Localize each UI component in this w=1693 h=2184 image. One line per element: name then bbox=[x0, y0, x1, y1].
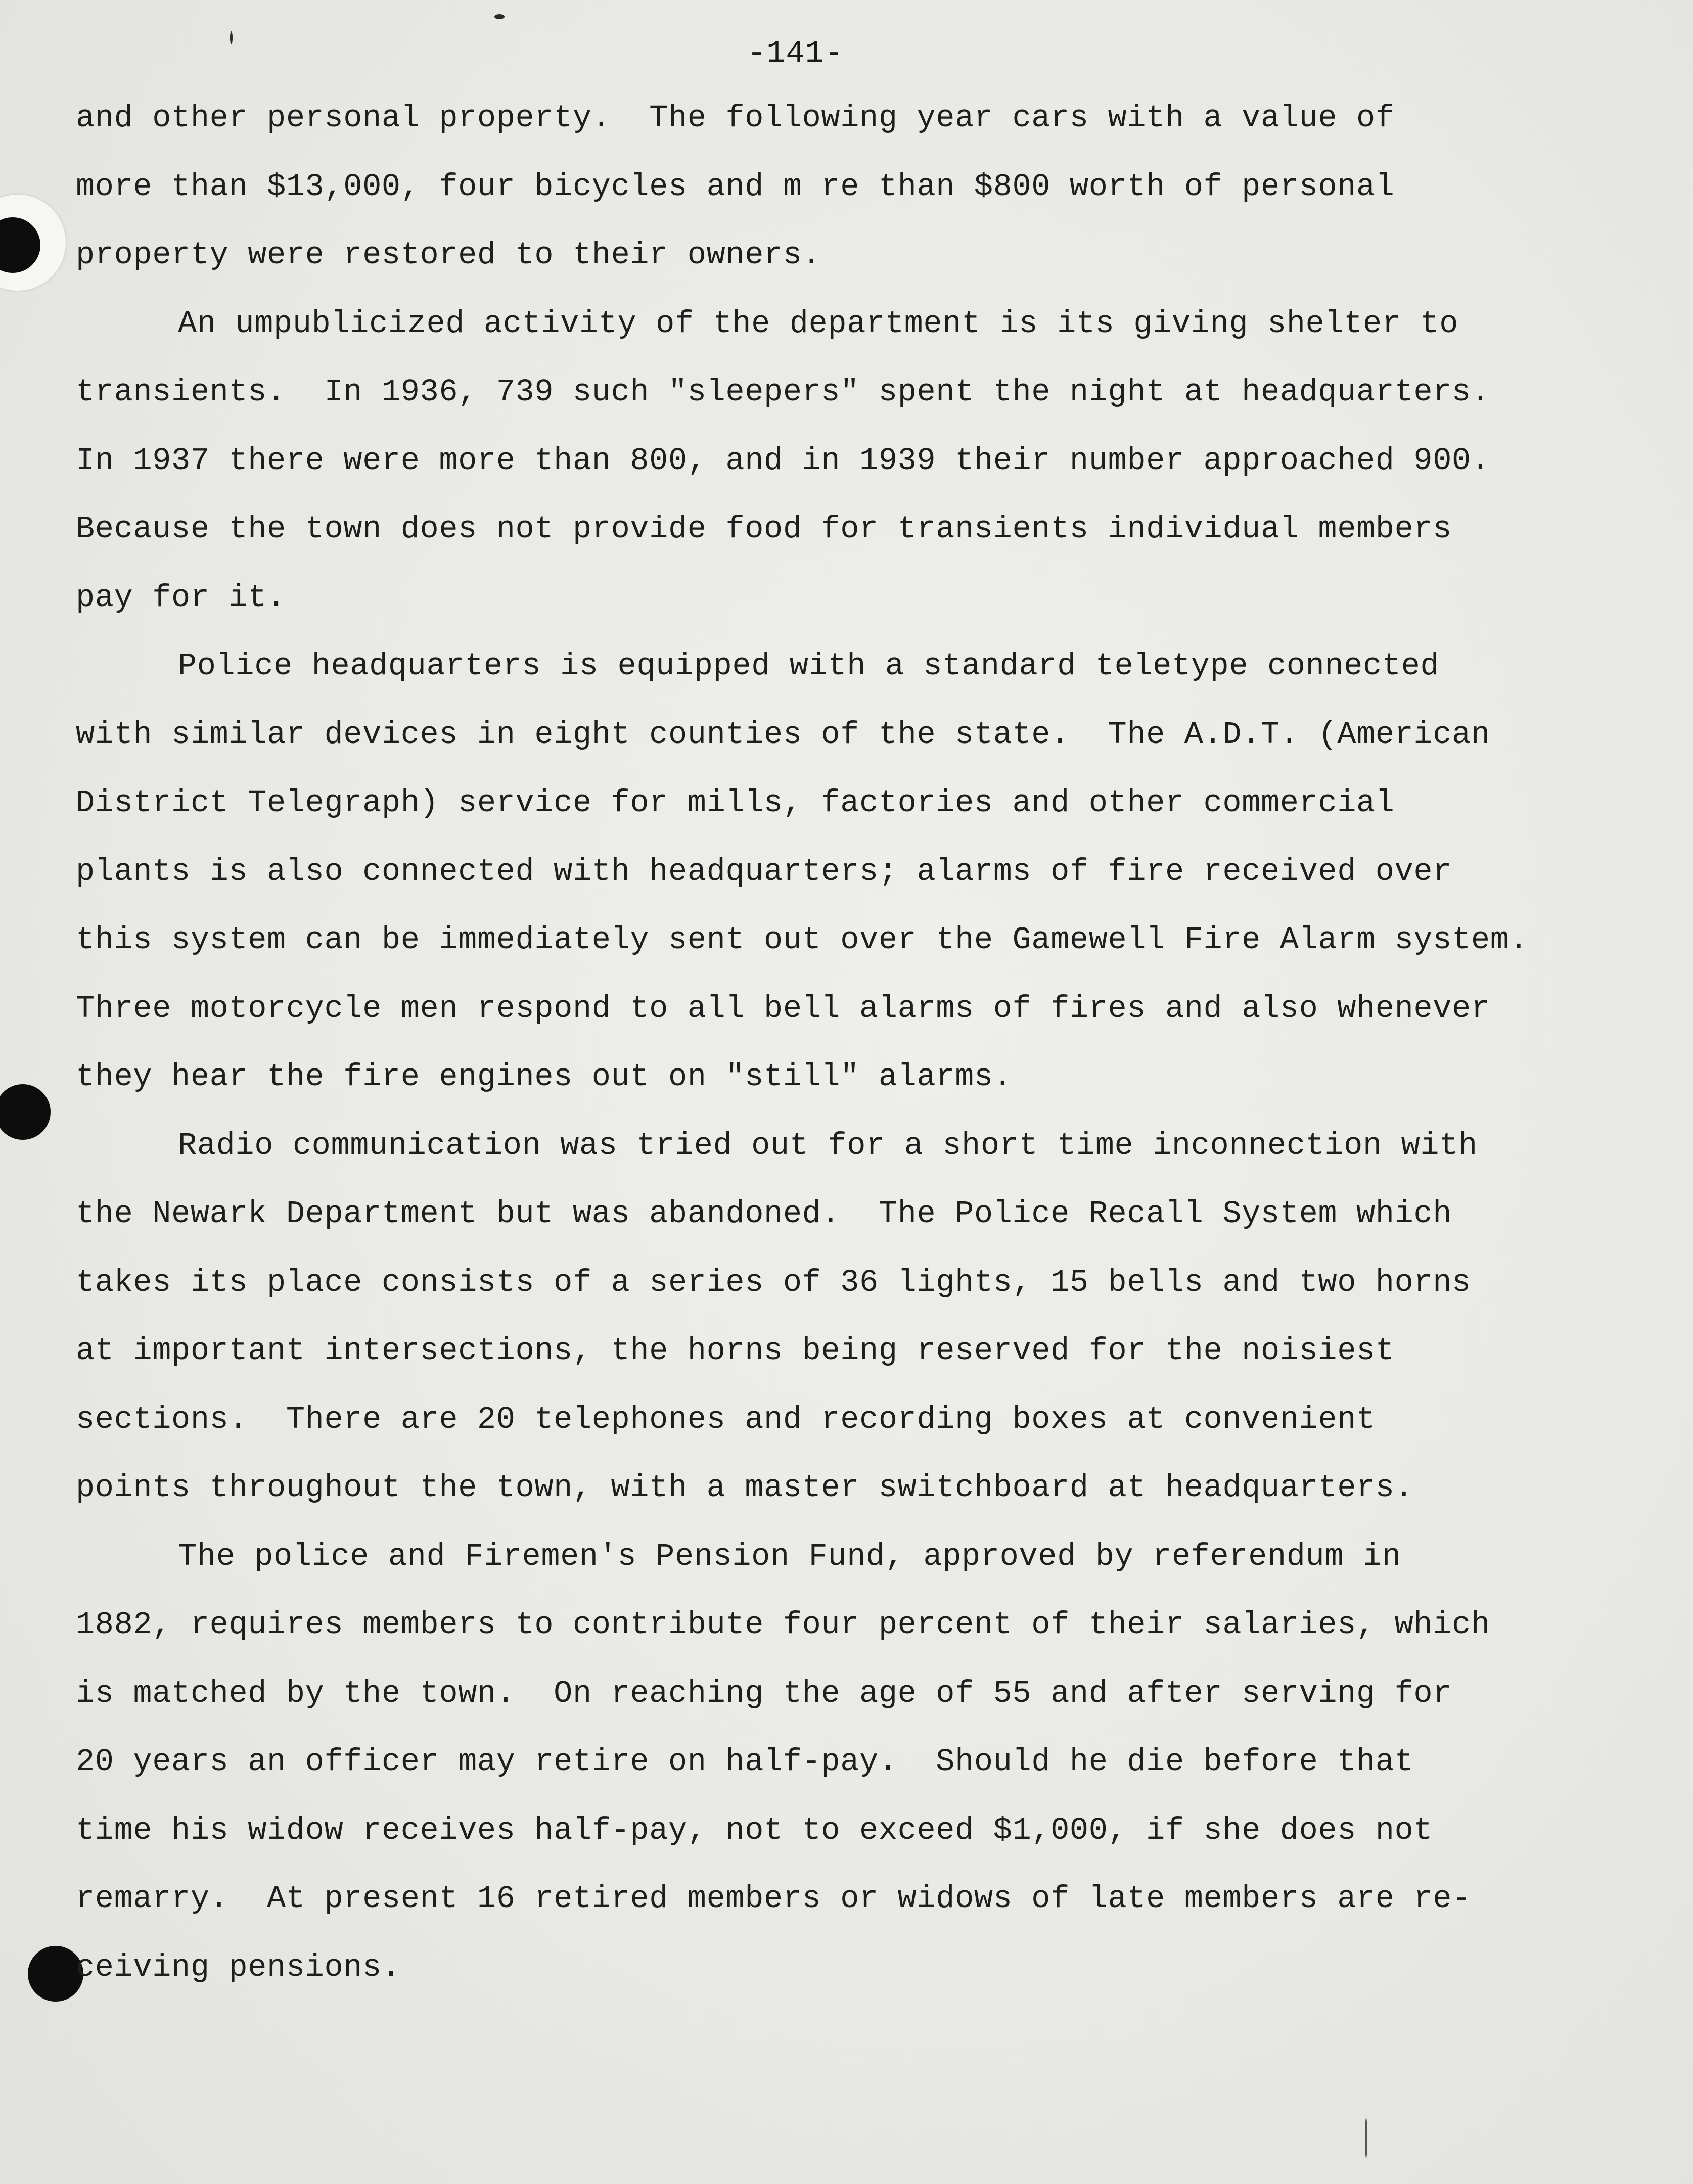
ink-speck bbox=[494, 14, 505, 19]
paragraph-start-line: An umpublicized activity of the department is its giving shelter to bbox=[178, 305, 1459, 342]
text-line: points throughout the town, with a master switchboard at headquarters. bbox=[76, 1470, 1414, 1506]
text-line: at important intersections, the horns being reserved for the noisiest bbox=[76, 1333, 1395, 1369]
paragraph-start-line: Police headquarters is equipped with a standard teletype connected bbox=[178, 648, 1440, 684]
text-line: this system can be immediately sent out over the Gamewell Fire Alarm system. bbox=[76, 922, 1529, 958]
text-line: remarry. At present 16 retired members or widows of late members are re- bbox=[76, 1881, 1471, 1917]
text-line: they hear the fire engines out on "still" alarms. bbox=[76, 1059, 1013, 1095]
text-line: takes its place consists of a series of 36 lights, 15 bells and two horns bbox=[76, 1264, 1471, 1300]
text-line: transients. In 1936, 739 such "sleepers" spent the night at headquarters. bbox=[76, 374, 1490, 410]
text-line: Three motorcycle men respond to all bell alarms of fires and also whenever bbox=[76, 990, 1490, 1027]
text-line: property were restored to their owners. bbox=[76, 237, 821, 273]
ink-speck bbox=[230, 31, 233, 44]
paragraph-start-line: The police and Firemen's Pension Fund, approved by referendum in bbox=[178, 1538, 1401, 1574]
text-line: 1882, requires members to contribute four percent of their salaries, which bbox=[76, 1607, 1490, 1643]
text-line: is matched by the town. On reaching the age of 55 and after serving for bbox=[76, 1675, 1452, 1711]
text-line: pay for it. bbox=[76, 579, 286, 616]
text-line: time his widow receives half-pay, not to exceed $1,000, if she does not bbox=[76, 1812, 1433, 1848]
text-line: ceiving pensions. bbox=[76, 1949, 401, 1985]
punch-hole-middle bbox=[0, 1084, 51, 1140]
paragraph-start-line: Radio communication was tried out for a short time inconnection with bbox=[178, 1127, 1478, 1164]
page-number: -141- bbox=[747, 35, 844, 71]
text-line: 20 years an officer may retire on half-pay. Should he die before that bbox=[76, 1744, 1414, 1780]
text-line: plants is also connected with headquarters; alarms of fire received over bbox=[76, 853, 1452, 890]
text-line: In 1937 there were more than 800, and in 1939 their number approached 900. bbox=[76, 442, 1490, 479]
text-line: the Newark Department but was abandoned. The Police Recall System which bbox=[76, 1196, 1452, 1232]
document-body bbox=[76, 84, 1633, 2002]
text-line: with similar devices in eight counties of the state. The A.D.T. (American bbox=[76, 716, 1490, 753]
punch-hole-bottom bbox=[28, 1946, 83, 2002]
text-line: more than $13,000, four bicycles and m re than $800 worth of personal bbox=[76, 168, 1395, 205]
text-line: and other personal property. The following year cars with a value of bbox=[76, 100, 1395, 136]
ink-speck bbox=[1365, 2118, 1367, 2158]
text-line: District Telegraph) service for mills, factories and other commercial bbox=[76, 785, 1395, 821]
text-line: Because the town does not provide food for transients individual members bbox=[76, 511, 1452, 547]
text-line: sections. There are 20 telephones and recording boxes at convenient bbox=[76, 1401, 1376, 1437]
